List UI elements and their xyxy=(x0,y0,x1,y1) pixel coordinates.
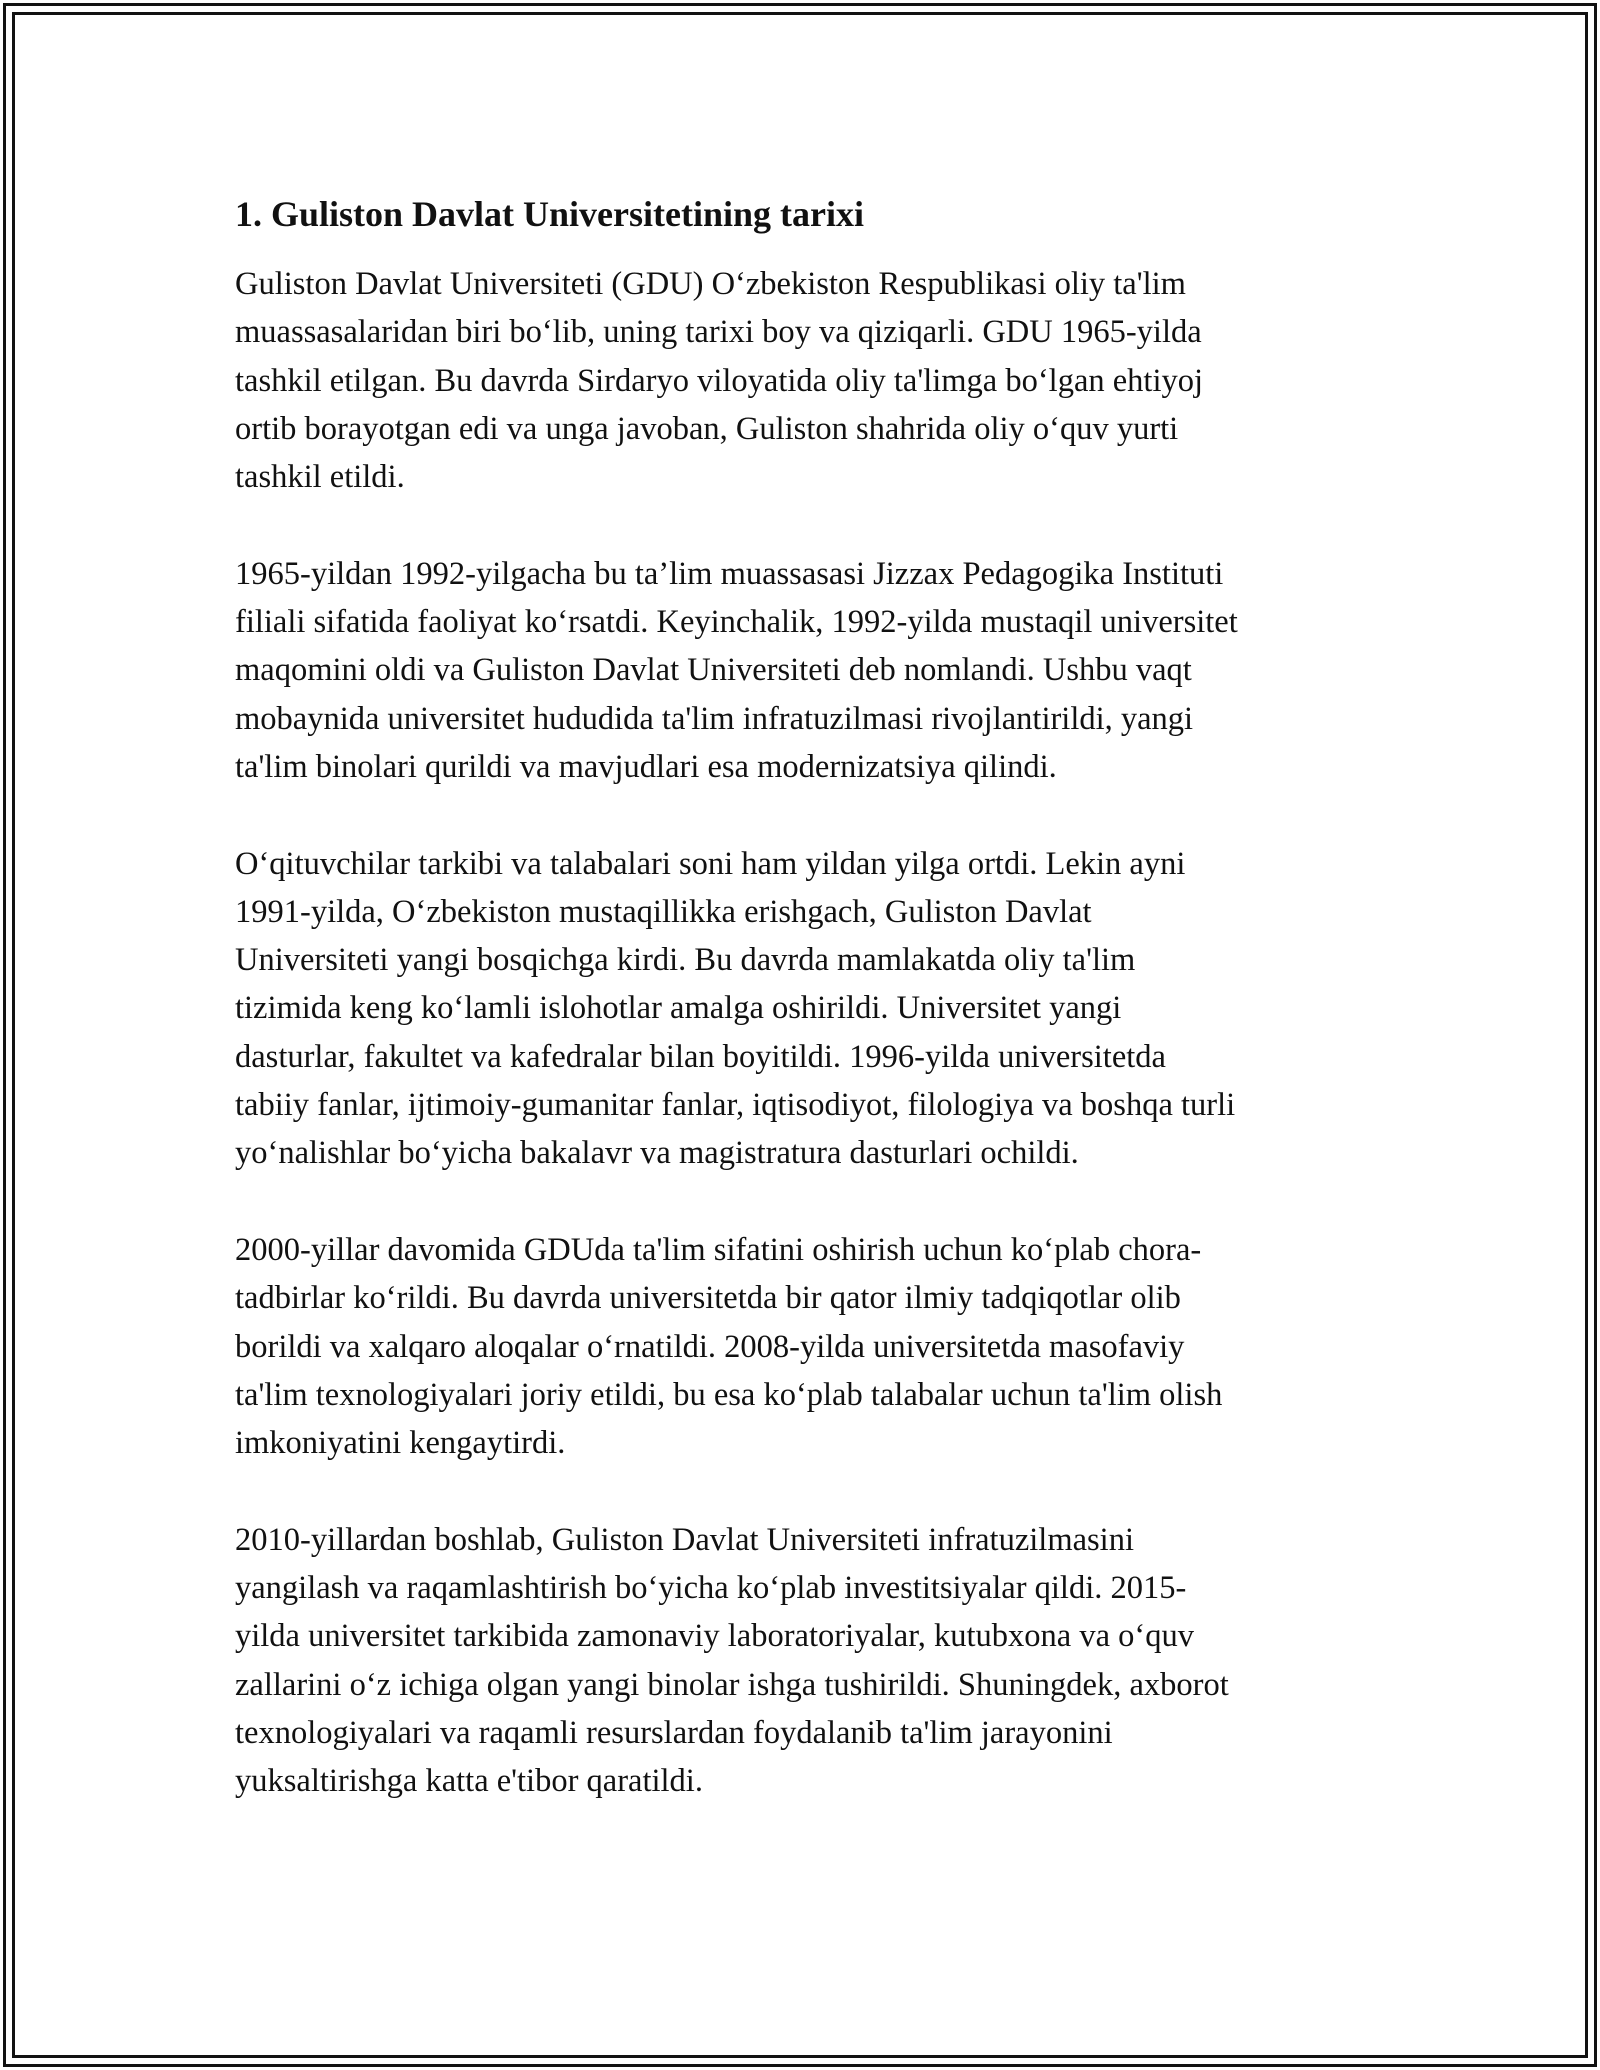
text-line: tashkil etilgan. Bu davrda Sirdaryo viloyatida oliy ta'limga bo‘lgan ehtiyoj xyxy=(235,362,1204,399)
text-line: maqomini oldi va Guliston Davlat Universiteti deb nomlandi. Ushbu vaqt xyxy=(235,652,1192,689)
text-line: filiali sifatida faoliyat ko‘rsatdi. Keyinchalik, 1992-yilda mustaqil universitet xyxy=(235,604,1238,641)
text-line: mobaynida universitet hududida ta'lim infratuzilmasi rivojlantirildi, yangi xyxy=(235,700,1194,737)
text-line: ta'lim texnologiyalari joriy etildi, bu esa ko‘plab talabalar uchun ta'lim olish xyxy=(235,1376,1223,1413)
text-line: dasturlar, fakultet va kafedralar bilan boyitildi. 1996-yilda universitetda xyxy=(235,1038,1166,1075)
section-heading: 1. Guliston Davlat Universitetining tarixi xyxy=(235,194,864,234)
text-line: yilda universitet tarkibida zamonaviy laboratoriyalar, kutubxona va o‘quv xyxy=(235,1618,1194,1655)
paragraph-3 xyxy=(235,840,1375,1178)
text-line: texnologiyalari va raqamli resurslardan foydalanib ta'lim jarayonini xyxy=(235,1714,1113,1751)
text-line: 2010-yillardan boshlab, Guliston Davlat Universiteti infratuzilmasini xyxy=(235,1521,1134,1558)
paragraph-4 xyxy=(235,1226,1375,1467)
text-line: tabiiy fanlar, ijtimoiy-gumanitar fanlar, iqtisodiyot, filologiya va boshqa turli xyxy=(235,1087,1236,1124)
text-line: yo‘nalishlar bo‘yicha bakalavr va magistratura dasturlari ochildi. xyxy=(235,1135,1079,1172)
text-line: tadbirlar ko‘rildi. Bu davrda universitetda bir qator ilmiy tadqiqotlar olib xyxy=(235,1280,1181,1317)
text-line: ortib borayotgan edi va unga javoban, Guliston shahrida oliy o‘quv yurti xyxy=(235,410,1179,447)
text-line: 1991-yilda, O‘zbekiston mustaqillikka erishgach, Guliston Davlat xyxy=(235,893,1092,930)
text-line: Guliston Davlat Universiteti (GDU) O‘zbekiston Respublikasi oliy ta'lim xyxy=(235,266,1186,302)
text-line: Universiteti yangi bosqichga kirdi. Bu davrda mamlakatda oliy ta'lim xyxy=(235,942,1136,979)
text-line: yangilash va raqamlashtirish bo‘yicha ko‘plab investitsiyalar qildi. 2015- xyxy=(235,1570,1187,1607)
paragraph-1 xyxy=(235,260,1375,501)
document-body xyxy=(235,190,1375,1854)
text-line: 1965-yildan 1992-yilgacha bu ta’lim muassasasi Jizzax Pedagogika Instituti xyxy=(235,555,1224,592)
text-line: imkoniyatini kengaytirdi. xyxy=(235,1425,566,1462)
text-line: tashkil etildi. xyxy=(235,459,405,496)
text-line: 2000-yillar davomida GDUda ta'lim sifatini oshirish uchun ko‘plab chora- xyxy=(235,1231,1202,1268)
text-line: zallarini o‘z ichiga olgan yangi binolar ishga tushirildi. Shuningdek, axborot xyxy=(235,1666,1229,1703)
text-line: yuksaltirishga katta e'tibor qaratildi. xyxy=(235,1763,703,1800)
text-line: tizimida keng ko‘lamli islohotlar amalga oshirildi. Universitet yangi xyxy=(235,990,1122,1027)
paragraph-5 xyxy=(235,1516,1375,1806)
paragraph-2 xyxy=(235,550,1375,791)
text-line: ta'lim binolari qurildi va mavjudlari esa modernizatsiya qilindi. xyxy=(235,748,1057,785)
text-line: O‘qituvchilar tarkibi va talabalari soni ham yildan yilga ortdi. Lekin ayni xyxy=(235,845,1186,882)
text-line: borildi va xalqaro aloqalar o‘rnatildi. 2008-yilda universitetda masofaviy xyxy=(235,1328,1185,1365)
text-line: muassasalaridan biri bo‘lib, uning tarixi boy va qiziqarli. GDU 1965-yilda xyxy=(235,314,1202,351)
